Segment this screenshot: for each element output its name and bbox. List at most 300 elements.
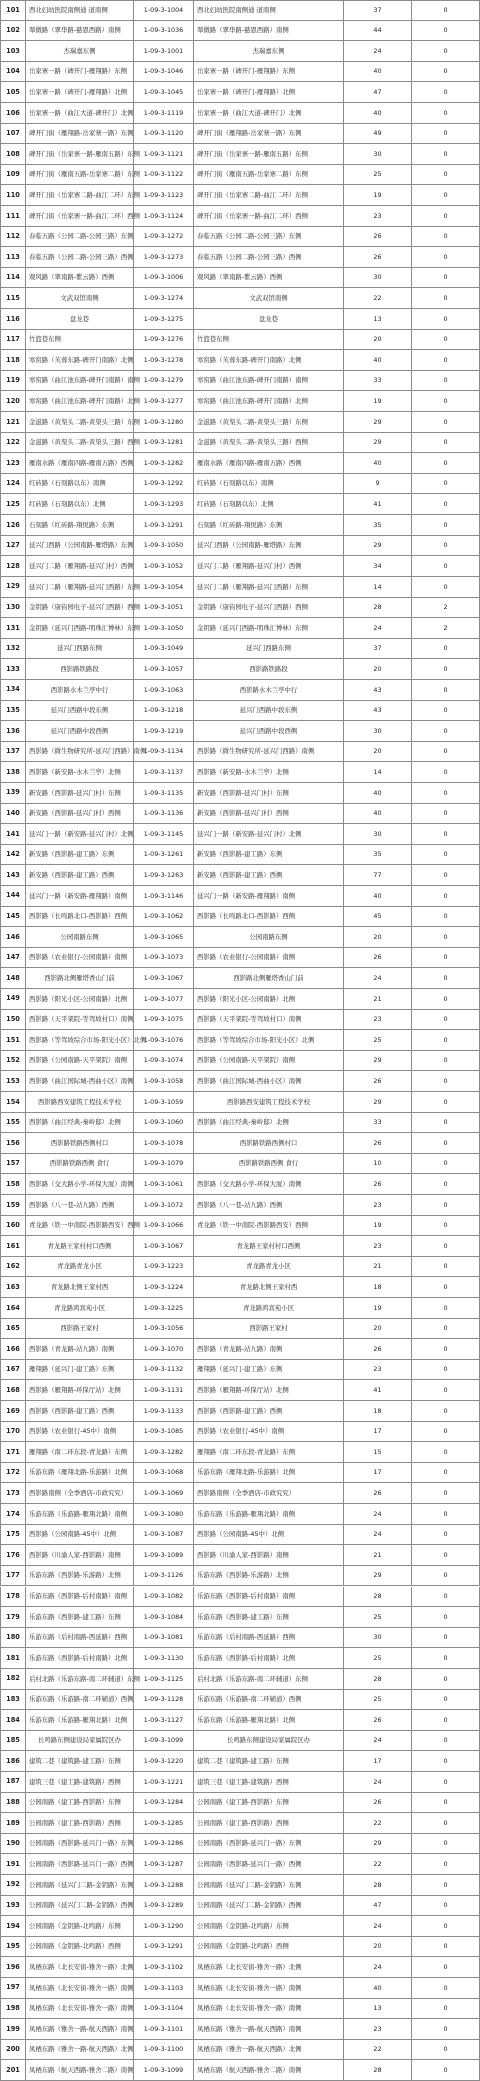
- secondary-count: 0: [412, 2040, 480, 2060]
- row-number: 131: [0, 618, 26, 638]
- road-section-name: 西北妇幼医院南侧通 道南侧: [26, 1, 134, 20]
- road-section-name: 后村北路（乐游东路-南二环辅道）东侧: [26, 1669, 134, 1689]
- road-section-name-repeat: 西影路（天平架院-等驾坡村口）南侧: [194, 1010, 344, 1030]
- table-row: [0, 680, 480, 701]
- section-code: 1-09-3-1087: [134, 1525, 194, 1545]
- secondary-count: 2: [412, 618, 480, 638]
- row-number: 186: [0, 1751, 26, 1771]
- road-section-name-repeat: 延兴门西路中段东侧: [194, 701, 344, 721]
- road-section-name-repeat: 西影路铁路段: [194, 659, 344, 679]
- road-section-name-repeat: 雁翔路（南二环东段-青龙路）东侧: [194, 1442, 344, 1462]
- secondary-count: 0: [412, 1937, 480, 1957]
- road-section-name-repeat: 公园南路（延兴门二路-金钥路）东侧: [194, 1875, 344, 1895]
- parking-count: 47: [344, 82, 412, 102]
- row-number: 135: [0, 701, 26, 721]
- road-section-name-repeat: 公园南路（金钥路-北鸣路）东侧: [194, 1916, 344, 1936]
- section-code: 1-09-3-1060: [134, 1113, 194, 1133]
- row-number: 138: [0, 762, 26, 782]
- section-code: 1-09-3-1286: [134, 1834, 194, 1854]
- secondary-count: 0: [412, 1648, 480, 1668]
- secondary-count: 0: [412, 1422, 480, 1442]
- road-section-name-repeat: 乐游东路（乐游路-雁翔北路）北侧: [194, 1710, 344, 1730]
- road-section-name: 岳家寨一路（曲江大道-碑开门）北侧: [26, 103, 134, 123]
- section-code: 1-09-3-1133: [134, 1401, 194, 1421]
- section-code: 1-09-3-1221: [134, 1772, 194, 1792]
- parking-count: 14: [344, 762, 412, 782]
- road-section-name: 西影路（公园南路-45中）北侧: [26, 1525, 134, 1545]
- table-row: [0, 1092, 480, 1113]
- road-section-name: 延兴门二路（雁翔路-延兴门村）西侧: [26, 556, 134, 576]
- secondary-count: 0: [412, 1401, 480, 1421]
- secondary-count: 0: [412, 1731, 480, 1751]
- secondary-count: 0: [412, 350, 480, 370]
- road-section-name-repeat: 西影路（公园南路-45中）北侧: [194, 1525, 344, 1545]
- road-section-name-repeat: 雁南水路（雁南四路-雁南五路）西侧: [194, 453, 344, 473]
- road-section-name-repeat: 延兴门二路（雁翔路-延兴门西路）东侧: [194, 577, 344, 597]
- row-number: 166: [0, 1339, 26, 1359]
- table-row: [0, 536, 480, 557]
- section-code: 1-09-3-1067: [134, 1236, 194, 1256]
- table-row: [0, 206, 480, 227]
- row-number: 122: [0, 433, 26, 453]
- road-section-name-repeat: 公园南路（金钥路-北鸣路）西侧: [194, 1937, 344, 1957]
- parking-count: 34: [344, 556, 412, 576]
- parking-count: 29: [344, 412, 412, 432]
- road-section-name: 建筑二巷（建筑路-建工路）东侧: [26, 1751, 134, 1771]
- road-section-name: 寒窑路（曲江池东路-碑开门南路）北侧: [26, 391, 134, 411]
- parking-count: 40: [344, 1978, 412, 1998]
- road-section-name: 西影路（农业银行-公园南路）南侧: [26, 948, 134, 968]
- row-number: 121: [0, 412, 26, 432]
- table-row: [0, 412, 480, 433]
- road-section-name-repeat: 红砖路（石刻路以东）南侧: [194, 474, 344, 494]
- section-code: 1-09-3-1220: [134, 1751, 194, 1771]
- road-section-name: 长鸣路东侧建设局家属院区办: [26, 1731, 134, 1751]
- section-code: 1-09-3-1058: [134, 1071, 194, 1091]
- parking-count: 28: [344, 598, 412, 618]
- section-code: 1-09-3-1272: [134, 227, 194, 247]
- parking-count: 24: [344, 1731, 412, 1751]
- parking-count: 30: [344, 721, 412, 741]
- parking-count: 30: [344, 268, 412, 288]
- parking-count: 28: [344, 1669, 412, 1689]
- road-section-name: 新安路（西影路-建工路）东侧: [26, 845, 134, 865]
- section-code: 1-09-3-1130: [134, 1648, 194, 1668]
- road-section-name-repeat: 青龙路（铁一中南院-西影路西安）西侧: [194, 1216, 344, 1236]
- table-row: [0, 1587, 480, 1608]
- secondary-count: 0: [412, 1483, 480, 1503]
- road-section-name-repeat: 碑开门街（岳家寨一路-雁南五路）东侧: [194, 144, 344, 164]
- row-number: 167: [0, 1360, 26, 1380]
- road-section-name-repeat: 岳家寨一路（碑开门-雁翔路）北侧: [194, 82, 344, 102]
- secondary-count: 0: [412, 1793, 480, 1813]
- secondary-count: 0: [412, 1545, 480, 1565]
- secondary-count: 0: [412, 1463, 480, 1483]
- secondary-count: 0: [412, 391, 480, 411]
- parking-count: 35: [344, 515, 412, 535]
- road-section-name: 新安路（西影路-延兴门村）东侧: [26, 783, 134, 803]
- secondary-count: 0: [412, 1957, 480, 1977]
- road-section-name-repeat: 竹篮巷东侧: [194, 330, 344, 350]
- section-code: 1-09-3-1051: [134, 598, 194, 618]
- road-section-name: 金钥路（康钧园电子-延兴门西路）西侧: [26, 598, 134, 618]
- road-section-name: 延兴门西路东侧: [26, 639, 134, 659]
- parking-count: 77: [344, 865, 412, 885]
- section-code: 1-09-3-1282: [134, 453, 194, 473]
- row-number: 170: [0, 1422, 26, 1442]
- section-code: 1-09-3-1132: [134, 1360, 194, 1380]
- row-number: 196: [0, 1957, 26, 1977]
- table-row: [0, 824, 480, 845]
- table-row: [0, 1216, 480, 1237]
- road-section-name: 西影路铁路西侧 食行: [26, 1154, 134, 1174]
- road-section-name-repeat: 西影路（青龙路-站九路）南侧: [194, 1339, 344, 1359]
- secondary-count: 0: [412, 1587, 480, 1607]
- secondary-count: 0: [412, 474, 480, 494]
- section-code: 1-09-3-1065: [134, 927, 194, 947]
- parking-count: 20: [344, 1319, 412, 1339]
- road-section-name: 乐游东路（乐游路-南二环辅道）西侧: [26, 1690, 134, 1710]
- parking-count: 25: [344, 165, 412, 185]
- table-row: [0, 659, 480, 680]
- table-row: [0, 1669, 480, 1690]
- road-section-name-repeat: 公园南路（延兴门二路-金钥路）西侧: [194, 1896, 344, 1916]
- road-section-name: 西影路王家村: [26, 1319, 134, 1339]
- section-code: 1-09-3-1219: [134, 721, 194, 741]
- secondary-count: 0: [412, 1380, 480, 1400]
- road-section-name-repeat: 乐游东路（乐游路-雁翔北路）南侧: [194, 1504, 344, 1524]
- section-code: 1-09-3-1059: [134, 1092, 194, 1112]
- table-row: [0, 783, 480, 804]
- secondary-count: 0: [412, 1010, 480, 1030]
- secondary-count: 0: [412, 1339, 480, 1359]
- road-section-name-repeat: 西影路南侧（全季酒店-市政究究）: [194, 1483, 344, 1503]
- secondary-count: 0: [412, 1071, 480, 1091]
- secondary-count: 0: [412, 824, 480, 844]
- section-code: 1-09-3-1126: [134, 1566, 194, 1586]
- road-section-name-repeat: 文武双馆南侧: [194, 288, 344, 308]
- row-number: 107: [0, 124, 26, 144]
- table-row: [0, 1751, 480, 1772]
- section-code: 1-09-3-1057: [134, 659, 194, 679]
- road-section-name-repeat: 西影路北侧雁塔香山门前: [194, 968, 344, 988]
- table-row: [0, 1257, 480, 1278]
- row-number: 181: [0, 1648, 26, 1668]
- secondary-count: 0: [412, 639, 480, 659]
- road-section-name-repeat: 公园南路（建工路-西影路）西侧: [194, 1813, 344, 1833]
- section-code: 1-09-3-1280: [134, 412, 194, 432]
- table-row: [0, 2060, 480, 2081]
- road-section-name-repeat: 乐游东路（西影路-后村南路）南侧: [194, 1587, 344, 1607]
- parking-count: 10: [344, 1154, 412, 1174]
- parking-count: 17: [344, 1463, 412, 1483]
- road-section-name: 乐游东路（西影路-乐游路）北侧: [26, 1566, 134, 1586]
- row-number: 180: [0, 1628, 26, 1648]
- parking-count: 35: [344, 845, 412, 865]
- table-row: [0, 515, 480, 536]
- secondary-count: 0: [412, 1236, 480, 1256]
- road-section-name: 春临五路（公园二路-公园三路）西侧: [26, 247, 134, 267]
- row-number: 146: [0, 927, 26, 947]
- table-row: [0, 1154, 480, 1175]
- table-row: [0, 2019, 480, 2040]
- row-number: 187: [0, 1772, 26, 1792]
- road-section-name-repeat: 新安路（西影路-建工路）西侧: [194, 865, 344, 885]
- road-section-name: 春临五路（公园二路-公园三路）东侧: [26, 227, 134, 247]
- section-code: 1-09-3-1137: [134, 762, 194, 782]
- row-number: 179: [0, 1607, 26, 1627]
- road-section-name-repeat: 建筑三巷（建工路-建筑路）西侧: [194, 1772, 344, 1792]
- road-section-name-repeat: 乐游东路（西影路-后村南路）北侧: [194, 1648, 344, 1668]
- road-section-name: 青龙路青龙小区: [26, 1257, 134, 1277]
- secondary-count: 0: [412, 1298, 480, 1318]
- table-row: [0, 1648, 480, 1669]
- road-section-name-repeat: 青龙路王家村村口西侧: [194, 1236, 344, 1256]
- row-number: 168: [0, 1380, 26, 1400]
- row-number: 163: [0, 1277, 26, 1297]
- parking-count: 29: [344, 1566, 412, 1586]
- section-code: 1-09-3-1127: [134, 1710, 194, 1730]
- row-number: 141: [0, 824, 26, 844]
- secondary-count: 0: [412, 762, 480, 782]
- table-row: [0, 1937, 480, 1958]
- table-row: [0, 845, 480, 866]
- parking-count: 23: [344, 2019, 412, 2039]
- row-number: 169: [0, 1401, 26, 1421]
- table-row: [0, 968, 480, 989]
- row-number: 149: [0, 989, 26, 1009]
- section-code: 1-09-3-1101: [134, 2019, 194, 2039]
- road-section-name-repeat: 青龙路青龙小区: [194, 1257, 344, 1277]
- section-code: 1-09-3-1102: [134, 1957, 194, 1977]
- section-code: 1-09-3-1274: [134, 288, 194, 308]
- parking-count: 29: [344, 1092, 412, 1112]
- table-row: [0, 1051, 480, 1072]
- secondary-count: 0: [412, 309, 480, 329]
- section-code: 1-09-3-1284: [134, 1793, 194, 1813]
- secondary-count: 0: [412, 144, 480, 164]
- row-number: 113: [0, 247, 26, 267]
- table-row: [0, 350, 480, 371]
- table-row: [0, 1690, 480, 1711]
- parking-count: 24: [344, 968, 412, 988]
- section-code: 1-09-3-1104: [134, 1999, 194, 2019]
- road-section-name: 寒窑路（曲江池东路-碑开门南路）南侧: [26, 371, 134, 391]
- parking-count: 47: [344, 1896, 412, 1916]
- road-section-name: 乐游东路（乐游路-雁翔北路）北侧: [26, 1710, 134, 1730]
- section-code: 1-09-3-1067: [134, 968, 194, 988]
- section-code: 1-09-3-1279: [134, 371, 194, 391]
- section-code: 1-09-3-1046: [134, 62, 194, 82]
- road-section-name: 西影路北侧雁塔香山门前: [26, 968, 134, 988]
- section-code: 1-09-3-1145: [134, 824, 194, 844]
- road-section-name-repeat: 公园南路（西影路-延兴门一路）东侧: [194, 1834, 344, 1854]
- road-section-name-repeat: 新安路（西影路-延兴门村）西侧: [194, 804, 344, 824]
- road-section-name: 公园南路（建工路-西影路）东侧: [26, 1793, 134, 1813]
- row-number: 126: [0, 515, 26, 535]
- table-row: [0, 1731, 480, 1752]
- row-number: 189: [0, 1813, 26, 1833]
- secondary-count: 0: [412, 185, 480, 205]
- road-section-name-repeat: 寒窑路（曲江池东路-碑开门南路）北侧: [194, 391, 344, 411]
- section-code: 1-09-3-1225: [134, 1298, 194, 1318]
- table-row: [0, 371, 480, 392]
- secondary-count: 0: [412, 371, 480, 391]
- row-number: 164: [0, 1298, 26, 1318]
- road-section-name-repeat: 西影路铁路西侧 食行: [194, 1154, 344, 1174]
- road-section-name: 凤栖东路（雅舍一路-航天西路）南侧: [26, 2019, 134, 2039]
- road-section-name: 碑开门街（岳家寨二路-曲江二环）东侧: [26, 185, 134, 205]
- road-section-name: 西影路（交大路小学-环保大厦）南侧: [26, 1174, 134, 1194]
- road-section-name: 乐游东路（雁翔北路-乐游路）北侧: [26, 1463, 134, 1483]
- section-code: 1-09-3-1050: [134, 536, 194, 556]
- row-number: 133: [0, 659, 26, 679]
- table-row: [0, 1978, 480, 1999]
- row-number: 132: [0, 639, 26, 659]
- section-code: 1-09-3-1287: [134, 1854, 194, 1874]
- row-number: 152: [0, 1051, 26, 1071]
- road-section-name: 凤栖东路（雅舍一路-航天西路）北侧: [26, 2040, 134, 2060]
- section-code: 1-09-3-1223: [134, 1257, 194, 1277]
- section-code: 1-09-3-1121: [134, 144, 194, 164]
- secondary-count: 0: [412, 927, 480, 947]
- parking-count: 28: [344, 1875, 412, 1895]
- road-section-name-repeat: 春临五路（公园二路-公园三路）西侧: [194, 247, 344, 267]
- parking-count: 21: [344, 989, 412, 1009]
- road-section-name-repeat: 乐游东路（西影路-乐游路）北侧: [194, 1566, 344, 1586]
- road-section-name: 碑开门街（雁南五路-岳家寨二路）东侧: [26, 165, 134, 185]
- section-code: 1-09-3-1120: [134, 124, 194, 144]
- section-code: 1-09-3-1054: [134, 577, 194, 597]
- road-section-name-repeat: 金滋路（黄渠头二路-黄渠头三路）西侧: [194, 433, 344, 453]
- table-row: [0, 21, 480, 42]
- table-row: [0, 453, 480, 474]
- row-number: 123: [0, 453, 26, 473]
- road-section-name: 凤栖东路（北长安街-雅舍一路）南侧: [26, 1999, 134, 2019]
- section-code: 1-09-3-1261: [134, 845, 194, 865]
- section-code: 1-09-3-1050: [134, 618, 194, 638]
- section-code: 1-09-3-1069: [134, 1483, 194, 1503]
- road-section-name: 西影路（川渝人家-西影路）南侧: [26, 1545, 134, 1565]
- section-code: 1-09-3-1131: [134, 1380, 194, 1400]
- secondary-count: 0: [412, 556, 480, 576]
- road-section-name-repeat: 雁翔路（延兴门-建工路）东侧: [194, 1360, 344, 1380]
- secondary-count: 0: [412, 1854, 480, 1874]
- parking-count: 30: [344, 824, 412, 844]
- row-number: 174: [0, 1504, 26, 1524]
- table-row: [0, 1896, 480, 1917]
- table-row: [0, 1916, 480, 1937]
- secondary-count: 0: [412, 1504, 480, 1524]
- table-row: [0, 1298, 480, 1319]
- parking-count: 13: [344, 309, 412, 329]
- parking-count: 26: [344, 1071, 412, 1091]
- road-section-name-repeat: 岳家寨一路（曲江大道-碑开门）北侧: [194, 103, 344, 123]
- secondary-count: 0: [412, 1896, 480, 1916]
- table-row: [0, 907, 480, 928]
- secondary-count: 0: [412, 330, 480, 350]
- section-code: 1-09-3-1076: [134, 1030, 194, 1050]
- parking-count: 20: [344, 330, 412, 350]
- road-section-name: 延兴门西路中段东侧: [26, 701, 134, 721]
- road-section-name-repeat: 金钥路（康钧园电子-延兴门西路）西侧: [194, 598, 344, 618]
- road-section-name: 西影路铁路西侧村口: [26, 1133, 134, 1153]
- secondary-count: 0: [412, 515, 480, 535]
- table-row: [0, 1010, 480, 1031]
- table-row: [0, 1999, 480, 2020]
- road-section-name-repeat: 杰瑞嘉东侧: [194, 41, 344, 61]
- road-section-name: 西影路（西影路-建工路）西侧: [26, 1401, 134, 1421]
- section-code: 1-09-3-1084: [134, 1607, 194, 1627]
- secondary-count: 0: [412, 2060, 480, 2080]
- secondary-count: 0: [412, 1257, 480, 1277]
- road-section-name-repeat: 凤栖东路（雅舍一路-航天西路）南侧: [194, 2019, 344, 2039]
- table-row: [0, 639, 480, 660]
- parking-count: 33: [344, 1113, 412, 1133]
- parking-count: 43: [344, 680, 412, 700]
- road-section-name: 西影路（青龙路-站九路）南侧: [26, 1339, 134, 1359]
- parking-count: 24: [344, 1916, 412, 1936]
- road-section-name: 乐游东路（西影路-后村南路）北侧: [26, 1648, 134, 1668]
- section-code: 1-09-3-1122: [134, 165, 194, 185]
- section-code: 1-09-3-1119: [134, 103, 194, 123]
- parking-count: 24: [344, 1957, 412, 1977]
- road-section-name: 公园南路（西影路-延兴门一路）东侧: [26, 1834, 134, 1854]
- road-section-name-repeat: 公园南路（西影路-延兴门一路）西侧: [194, 1854, 344, 1874]
- table-row: [0, 494, 480, 515]
- section-code: 1-09-3-1263: [134, 865, 194, 885]
- row-number: 140: [0, 804, 26, 824]
- secondary-count: 0: [412, 1195, 480, 1215]
- table-row: [0, 247, 480, 268]
- road-section-name: 红砖路（石刻路以东）南侧: [26, 474, 134, 494]
- road-section-name-repeat: 西影路（西影路-建工路）西侧: [194, 1401, 344, 1421]
- secondary-count: 0: [412, 845, 480, 865]
- road-section-name-repeat: 延兴门一路（新安路-雁翔路）南侧: [194, 886, 344, 906]
- road-section-name-repeat: 西影路（农业银行-公园南路）南侧: [194, 948, 344, 968]
- parking-count: 21: [344, 1545, 412, 1565]
- section-code: 1-09-3-1218: [134, 701, 194, 721]
- row-number: 117: [0, 330, 26, 350]
- row-number: 184: [0, 1710, 26, 1730]
- section-code: 1-09-3-1089: [134, 1545, 194, 1565]
- secondary-count: 0: [412, 742, 480, 762]
- parking-count: 37: [344, 1, 412, 20]
- road-section-name: 西影路（长鸣路北口-西影路）西侧: [26, 907, 134, 927]
- road-section-name-repeat: 延兴门西路东侧: [194, 639, 344, 659]
- road-section-name-repeat: 寒窑路（芙蓉东路-碑开门南路）北侧: [194, 350, 344, 370]
- parking-count: 24: [344, 1525, 412, 1545]
- secondary-count: 0: [412, 1916, 480, 1936]
- parking-count: 26: [344, 1483, 412, 1503]
- row-number: 157: [0, 1154, 26, 1174]
- road-section-name: 西影路（八一巷-站九路）西侧: [26, 1195, 134, 1215]
- section-code: 1-09-3-1004: [134, 1, 194, 20]
- road-section-name-repeat: 乐游东路（乐游路-南二环辅道）西侧: [194, 1690, 344, 1710]
- secondary-count: 0: [412, 721, 480, 741]
- section-code: 1-09-3-1077: [134, 989, 194, 1009]
- parking-count: 20: [344, 742, 412, 762]
- road-section-name-repeat: 延兴门一路（新安路-延兴门村）北侧: [194, 824, 344, 844]
- parking-count: 40: [344, 62, 412, 82]
- road-section-name-repeat: 乐游东路（西影路-建工路）东侧: [194, 1607, 344, 1627]
- road-section-name: 金滋路（黄渠头二路-黄渠头三路）西侧: [26, 433, 134, 453]
- road-section-name-repeat: 乐游东路（雁翔北路-乐游路）北侧: [194, 1463, 344, 1483]
- secondary-count: 0: [412, 968, 480, 988]
- row-number: 134: [0, 680, 26, 700]
- road-section-name-repeat: 碑开门街（雁南五路-岳家寨二路）东侧: [194, 165, 344, 185]
- row-number: 118: [0, 350, 26, 370]
